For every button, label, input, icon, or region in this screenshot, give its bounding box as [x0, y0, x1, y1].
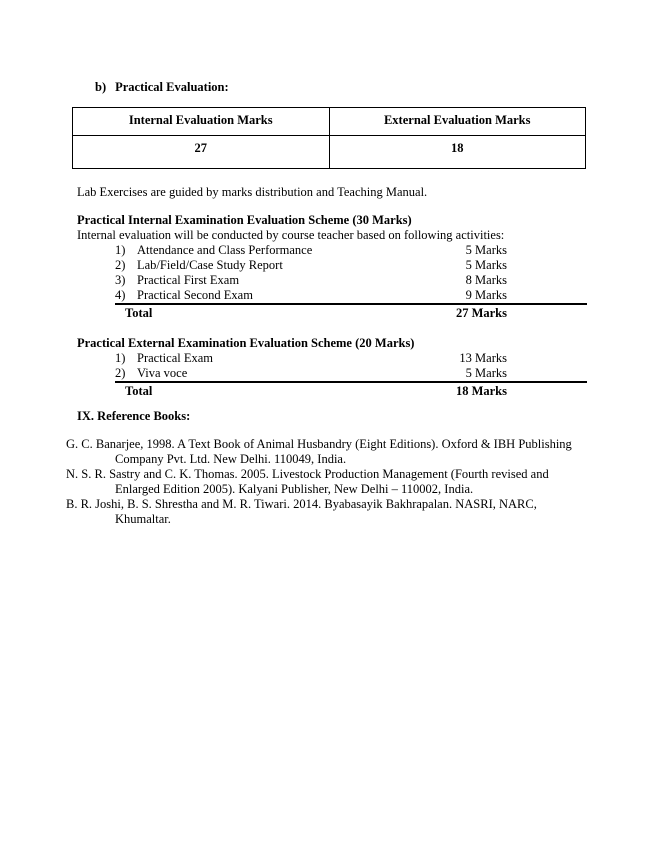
item-tail-spacer [507, 288, 587, 303]
internal-evaluation-scheme [77, 213, 587, 321]
reference-item: G. C. Banarjee, 1998. A Text Book of Animal Husbandry (Eight Editions). Oxford & IBH Publishing Company Pvt. Ltd. New Delhi. 110049, India. [66, 437, 572, 466]
item-label: Practical First Exam [137, 273, 240, 287]
item-marks: 5 Marks [465, 258, 507, 272]
total-marks: 27 Marks [455, 306, 507, 320]
item-marks: 9 Marks [465, 288, 507, 302]
item-label: Attendance and Class Performance [137, 243, 313, 257]
internal-scheme-total-row [115, 305, 587, 321]
item-number: 2) [115, 258, 126, 272]
external-scheme-total-row [115, 383, 587, 399]
external-evaluation-scheme [77, 336, 587, 399]
table-header-internal: Internal Evaluation Marks [73, 108, 330, 136]
item-number: 1) [115, 243, 126, 257]
internal-scheme-title: Practical Internal Examination Evaluation Scheme (30 Marks) [77, 213, 412, 227]
total-tail-spacer [507, 306, 587, 321]
section-heading-practical-evaluation [95, 80, 587, 95]
item-number: 2) [115, 366, 126, 380]
item-marks: 8 Marks [465, 273, 507, 287]
internal-scheme-items [115, 243, 587, 305]
table-header-row [73, 108, 586, 136]
reference-item: B. R. Joshi, B. S. Shrestha and M. R. Tiwari. 2014. Byabasayik Bakhrapalan. NASRI, NARC, Khumaltar. [66, 497, 537, 526]
section-letter: b) [95, 80, 107, 94]
external-scheme-items [115, 351, 587, 383]
list-item [115, 258, 587, 273]
total-label: Total [125, 384, 153, 398]
evaluation-marks-table [72, 107, 586, 169]
lab-exercises-note: Lab Exercises are guided by marks distribution and Teaching Manual. [77, 185, 428, 199]
table-cell-external-marks: 18 [329, 136, 586, 169]
list-item [115, 366, 587, 381]
list-item [115, 351, 587, 366]
total-label: Total [125, 306, 153, 320]
table-header-external: External Evaluation Marks [329, 108, 586, 136]
reference-list [66, 437, 587, 527]
item-label: Lab/Field/Case Study Report [137, 258, 283, 272]
item-tail-spacer [507, 366, 587, 381]
reference-item: N. S. R. Sastry and C. K. Thomas. 2005. Livestock Production Management (Fourth revised and Enlarged Edition 2005). Kalyani Publisher, New Delhi – 110002, India. [66, 467, 549, 496]
item-marks: 5 Marks [465, 366, 507, 380]
total-tail-spacer [507, 384, 587, 399]
internal-scheme-intro: Internal evaluation will be conducted by course teacher based on following activities: [77, 228, 505, 242]
reference-books-heading: IX. Reference Books: [77, 409, 191, 423]
item-number: 3) [115, 273, 126, 287]
list-item [115, 273, 587, 288]
total-marks: 18 Marks [455, 384, 507, 398]
item-tail-spacer [507, 258, 587, 273]
list-item [115, 243, 587, 258]
item-tail-spacer [507, 243, 587, 258]
item-tail-spacer [507, 351, 587, 366]
section-heading-text: Practical Evaluation: [115, 80, 229, 94]
item-marks: 13 Marks [459, 351, 507, 365]
item-marks: 5 Marks [465, 243, 507, 257]
item-label: Practical Exam [137, 351, 214, 365]
external-scheme-title: Practical External Examination Evaluation Scheme (20 Marks) [77, 336, 415, 350]
item-label: Practical Second Exam [137, 288, 253, 302]
item-number: 4) [115, 288, 126, 302]
table-cell-internal-marks: 27 [73, 136, 330, 169]
item-label: Viva voce [137, 366, 188, 380]
list-item [115, 288, 587, 303]
table-value-row [73, 136, 586, 169]
item-tail-spacer [507, 273, 587, 288]
item-number: 1) [115, 351, 126, 365]
